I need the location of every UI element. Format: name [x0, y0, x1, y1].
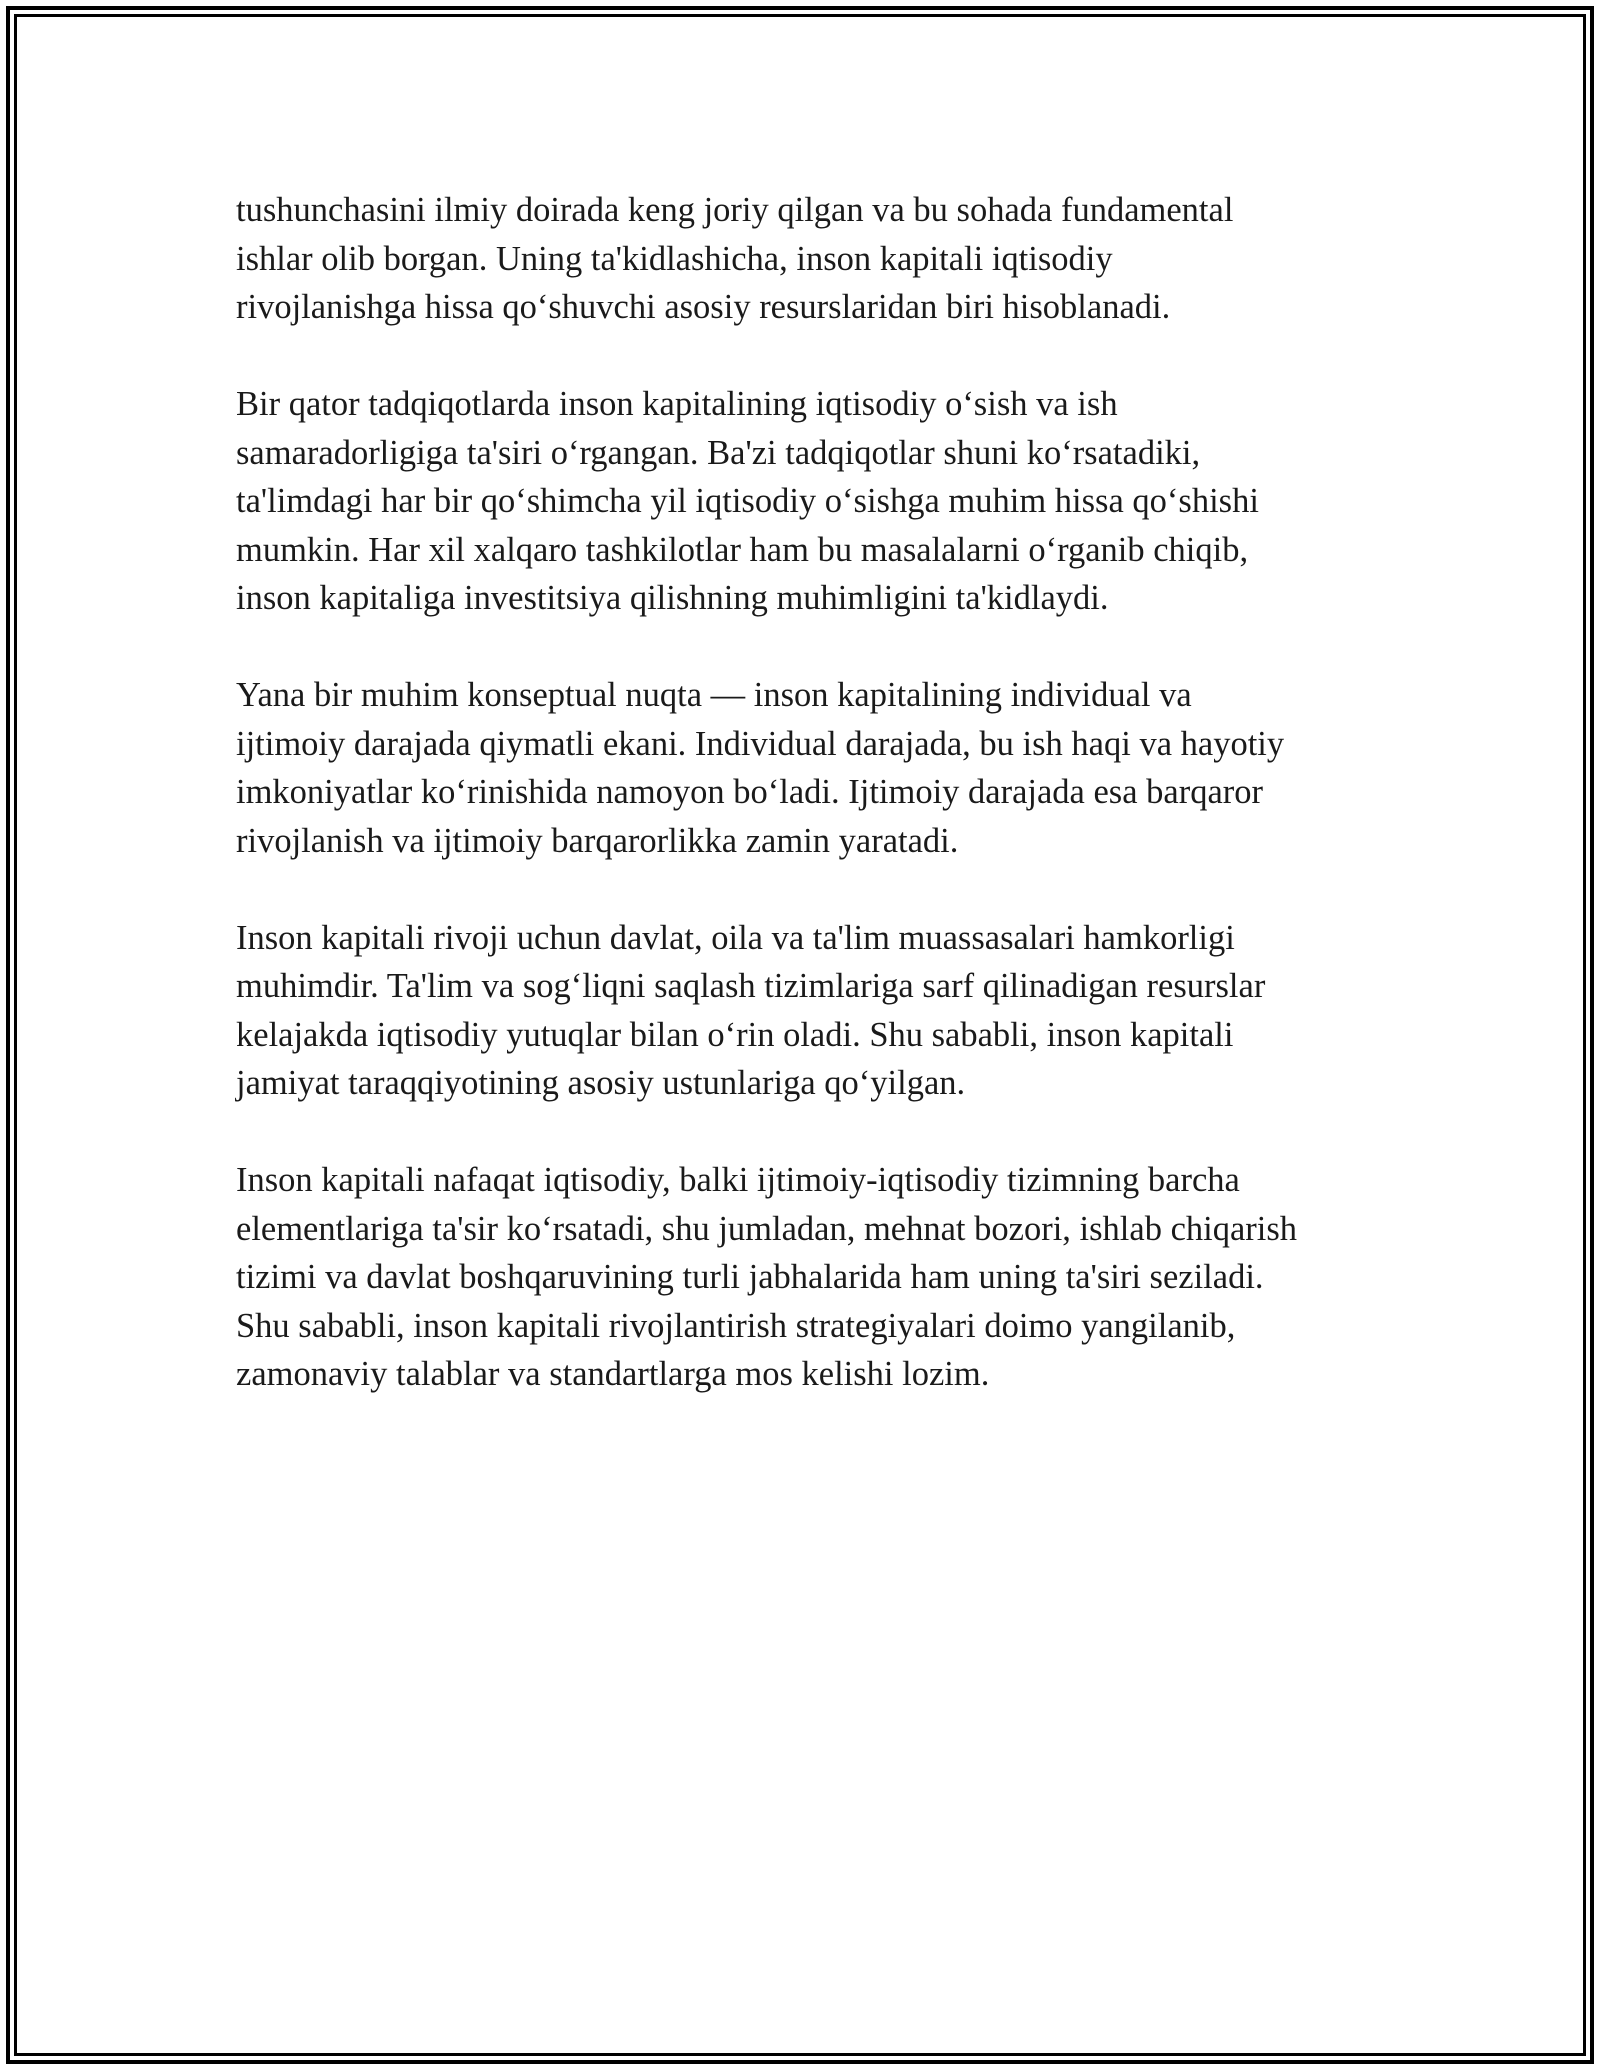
text-line: rivojlanish va ijtimoiy barqarorlikka zamin yaratadi. [236, 821, 959, 860]
text-line: elementlariga ta'sir ko‘rsatadi, shu jumladan, mehnat bozori, ishlab chiqarish [236, 1209, 1298, 1248]
text-line: Bir qator tadqiqotlarda inson kapitalining iqtisodiy o‘sish va ish [236, 385, 1118, 423]
text-line: jamiyat taraqqiyotining asosiy ustunlariga qo‘yilgan. [236, 1064, 966, 1102]
text-line: Yana bir muhim konseptual nuqta — inson kapitalining individual va [236, 676, 1192, 714]
text-line: samaradorligiga ta'siri o‘rgangan. Ba'zi tadqiqotlar shuni ko‘rsatadiki, [236, 433, 1201, 472]
text-line: muhimdir. Ta'lim va sog‘liqni saqlash tizimlariga sarf qilinadigan resurslar [236, 967, 1266, 1005]
text-line: ijtimoiy darajada qiymatli ekani. Individual darajada, bu ish haqi va hayotiy [236, 724, 1285, 763]
text-line: Shu sababli, inson kapitali rivojlantirish strategiyalari doimo yangilanib, [236, 1306, 1236, 1345]
paragraph-5 [236, 1156, 1386, 1399]
text-line: inson kapitaliga investitsiya qilishning muhimligini ta'kidlaydi. [236, 579, 1109, 617]
text-line: ishlar olib borgan. Uning ta'kidlashicha, inson kapitali iqtisodiy [236, 239, 1113, 278]
text-line: kelajakda iqtisodiy yutuqlar bilan o‘rin oladi. Shu sababli, inson kapitali [236, 1015, 1234, 1054]
paragraph-2 [236, 380, 1386, 623]
paragraph-1 [236, 186, 1386, 332]
text-line: imkoniyatlar ko‘rinishida namoyon bo‘ladi. Ijtimoiy darajada esa barqaror [236, 773, 1264, 811]
paragraph-4 [236, 914, 1386, 1108]
text-line: Inson kapitali rivoji uchun davlat, oila va ta'lim muassasalari hamkorligi [236, 918, 1235, 957]
text-line: tushunchasini ilmiy doirada keng joriy qilgan va bu sohada fundamental [236, 191, 1234, 229]
text-line: ta'limdagi har bir qo‘shimcha yil iqtisodiy o‘sishga muhim hissa qo‘shishi [236, 482, 1259, 520]
text-line: rivojlanishga hissa qo‘shuvchi asosiy resurslaridan biri hisoblanadi. [236, 288, 1171, 326]
text-line: Inson kapitali nafaqat iqtisodiy, balki ijtimoiy-iqtisodiy tizimning barcha [236, 1161, 1240, 1199]
text-line: tizimi va davlat boshqaruvining turli jabhalarida ham uning ta'siri seziladi. [236, 1258, 1264, 1296]
text-line: mumkin. Har xil xalqaro tashkilotlar ham bu masalalarni o‘rganib chiqib, [236, 530, 1249, 569]
paragraph-3 [236, 671, 1386, 865]
text-line: zamonaviy talablar va standartlarga mos kelishi lozim. [236, 1355, 990, 1393]
document-body [236, 186, 1386, 1447]
